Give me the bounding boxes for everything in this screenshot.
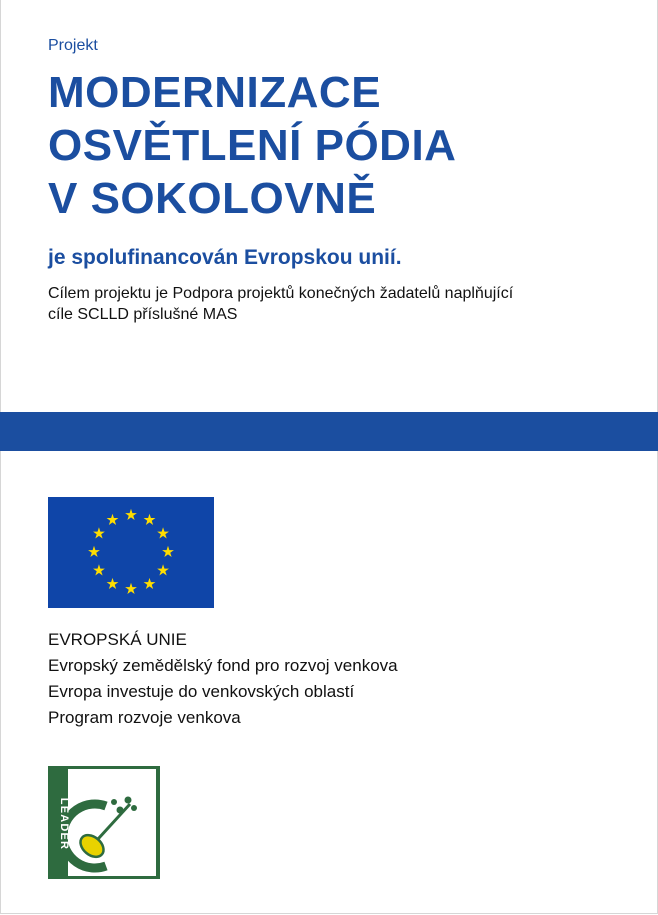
project-title: [48, 66, 456, 225]
project-goal: [48, 283, 628, 325]
title-line-1: MODERNIZACE: [48, 68, 382, 117]
project-label: Projekt: [48, 37, 98, 54]
title-line-3: V SOKOLOVNĚ: [48, 174, 377, 223]
cofinancing-statement: je spolufinancován Evropskou unií.: [48, 246, 402, 269]
leader-logo-text: LEADER: [58, 797, 70, 851]
leader-logo: [48, 766, 160, 879]
leader-bud-4: [131, 805, 137, 811]
leader-bud-3: [111, 799, 117, 805]
title-line-2: OSVĚTLENÍ PÓDIA: [48, 121, 457, 170]
eu-line-fund: Evropský zemědělský fond pro rozvoj venkova: [48, 656, 398, 675]
goal-line-1: Cílem projektu je Podpora projektů konečných žadatelů naplňující: [48, 285, 514, 302]
eu-line-invest: Evropa investuje do venkovských oblastí: [48, 682, 355, 701]
eu-flag-icon: [48, 497, 214, 608]
eu-funding-text: [48, 627, 398, 731]
leader-bud-1: [117, 807, 124, 814]
blue-divider-band: [0, 412, 658, 451]
leader-bud-2: [125, 797, 132, 804]
goal-line-2: cíle SCLLD příslušné MAS: [48, 306, 238, 323]
eu-line-program: Program rozvoje venkova: [48, 708, 241, 727]
eu-line-union: EVROPSKÁ UNIE: [48, 630, 187, 649]
